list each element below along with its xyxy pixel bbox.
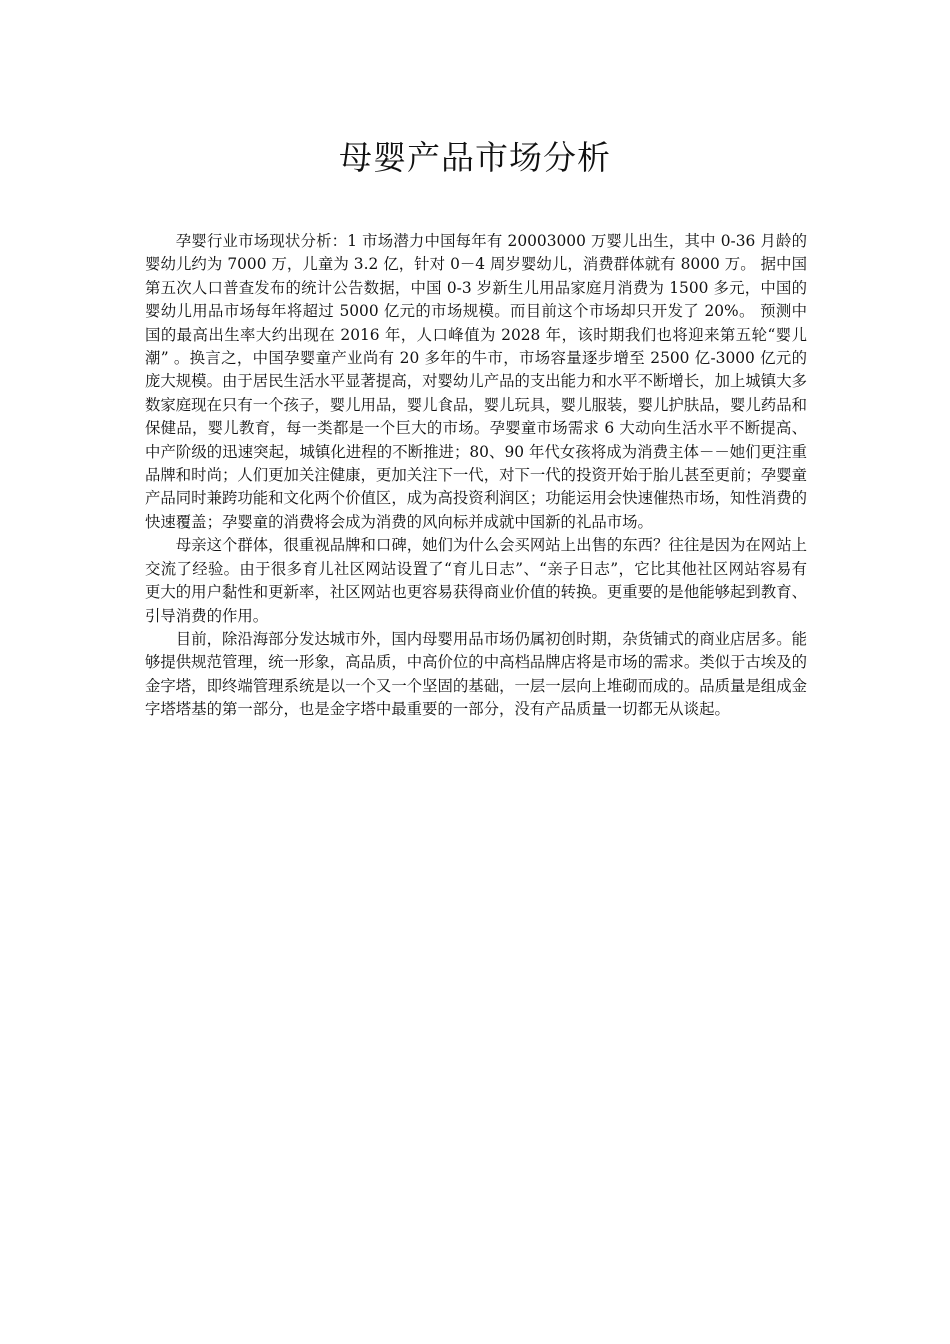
paragraph-market-status: 孕婴行业市场现状分析：1 市场潜力中国每年有 20003000 万婴儿出生，其中 0-36 月龄的婴幼儿约为 7000 万，儿童为 3.2 亿，针对 0－4 周岁婴幼儿，消费群体就有 8000 万。 据中国第五次人口普查发布的统计公告数据，中国 0-3 岁新生儿用品家庭月消费为 1500 多元，中国的婴幼儿用品市场每年将超过 5000 亿元的市场规模。而目前这个市场却只开发了 20%。 预测中国的最高出生率大约出现在 2016 年，人口峰值为 2028 年，该时期我们也将迎来第五轮“婴儿潮” 。换言之，中国孕婴童产业尚有 20 多年的牛市，市场容量逐步增至 2500 亿-3000 亿元的庞大规模。由于居民生活水平显著提高，对婴幼儿产品的支出能力和水平不断增长，加上城镇大多数家庭现在只有一个孩子，婴儿用品，婴儿食品，婴儿玩具，婴儿服装，婴儿护肤品，婴儿药品和保健品，婴儿教育，每一类都是一个巨大的市场。孕婴童市场需求 6 大动向生活水平不断提高、中产阶级的迅速突起，城镇化进程的不断推进；80、90 年代女孩将成为消费主体－－她们更注重品牌和时尚；人们更加关注健康，更加关注下一代，对下一代的投资开始于胎儿甚至更前；孕婴童产品同时兼跨功能和文化两个价值区，成为高投资利润区；功能运用会快速催热市场，知性消费的快速覆盖；孕婴童的消费将会成为消费的风向标并成就中国新的礼品市场。 xyxy=(145,232,807,531)
document-title: 母婴产品市场分析 xyxy=(339,138,611,177)
document-body xyxy=(145,230,807,722)
paragraph-current-situation: 目前，除沿海部分发达城市外，国内母婴用品市场仍属初创时期，杂货铺式的商业店居多。能够提供规范管理，统一形象，高品质，中高价位的中高档品牌店将是市场的需求。类似于古埃及的金字塔，即终端管理系统是以一个又一个坚固的基础，一层一层向上堆砌而成的。品质量是组成金字塔塔基的第一部分，也是金字塔中最重要的一部分，没有产品质量一切都无从谈起。 xyxy=(145,629,807,719)
paragraph-mother-group: 母亲这个群体，很重视品牌和口碑，她们为什么会买网站上出售的东西？往往是因为在网站上交流了经验。由于很多育儿社区网站设置了“育儿日志”、“亲子日志”，它比其他社区网站容易有更大的用户黏性和更新率，社区网站也更容易获得商业价值的转换。更重要的是他能够起到教育、引导消费的作用。 xyxy=(145,536,807,625)
